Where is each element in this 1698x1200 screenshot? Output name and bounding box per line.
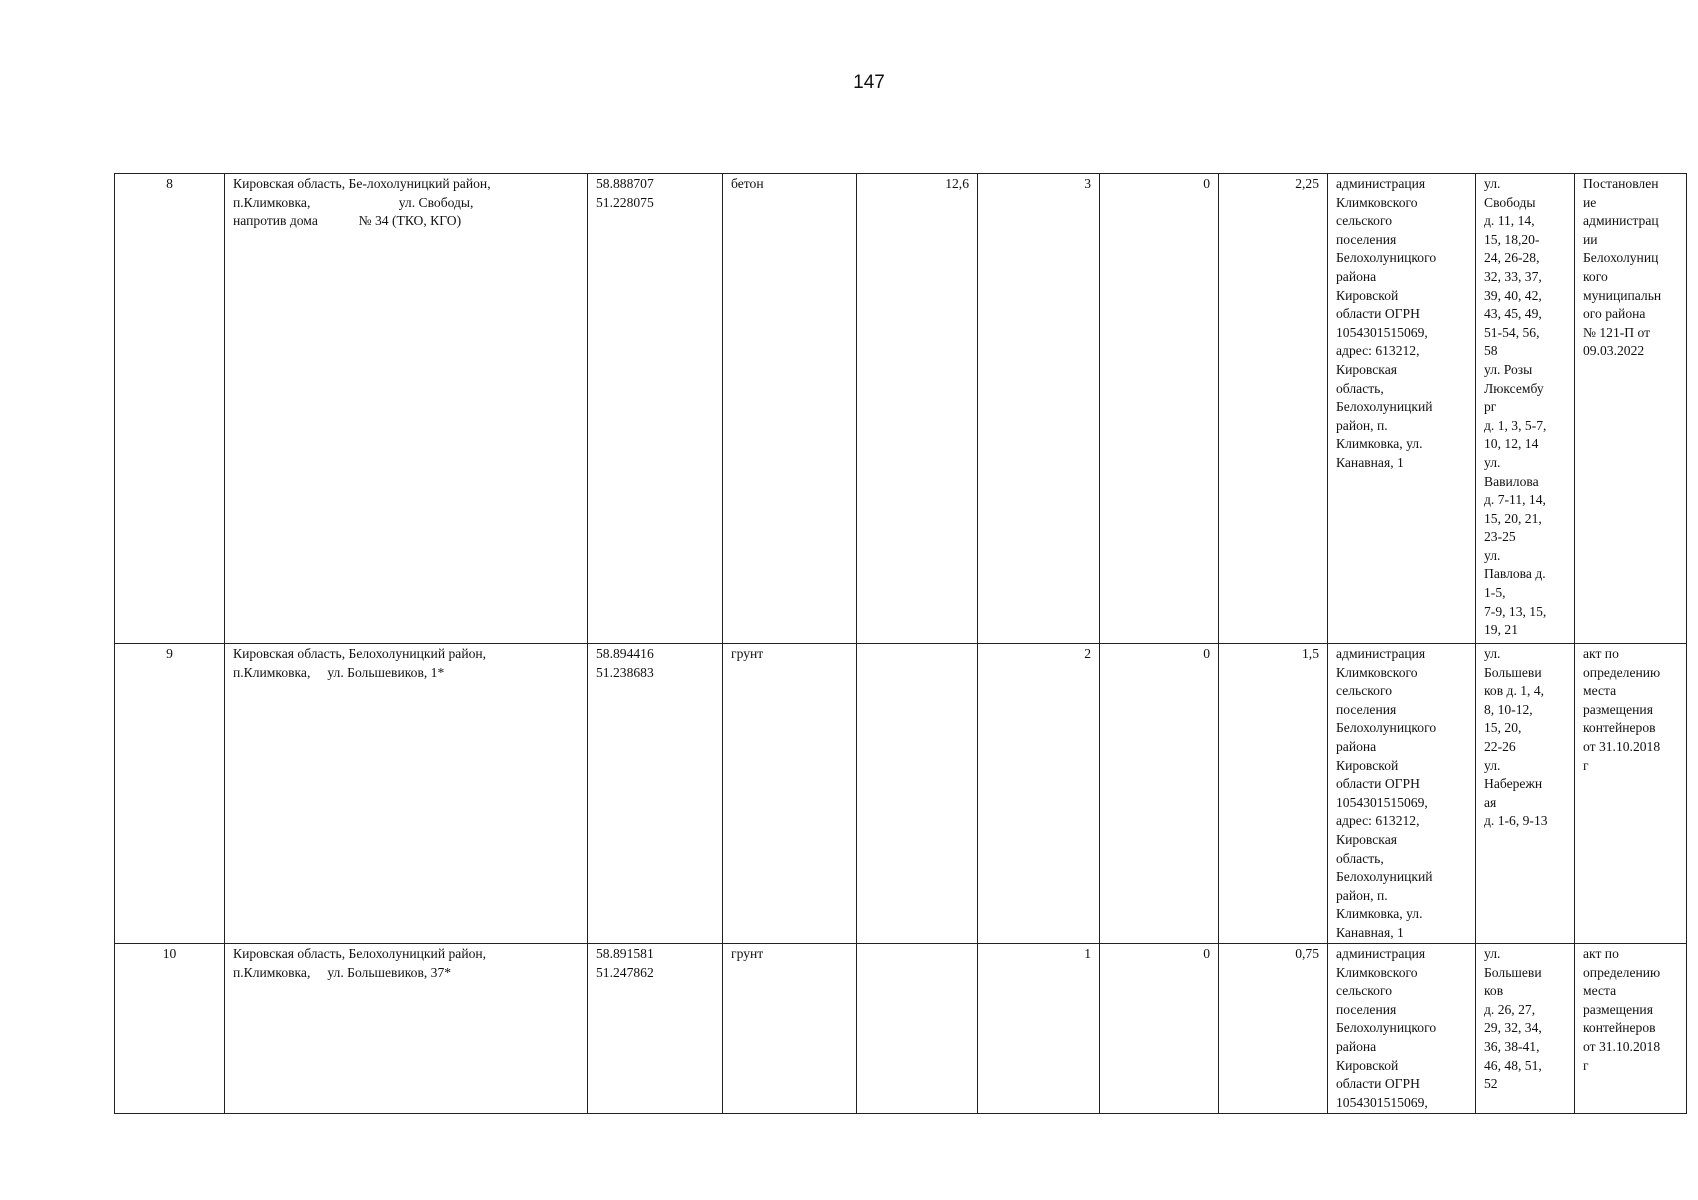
container-count: 1 [978,944,1100,1114]
basis-line: контейнеров [1583,720,1656,736]
site-area: 12,6 [857,174,978,644]
container-count: 3 [978,174,1100,644]
served-line: 36, 38-41, [1484,1038,1540,1054]
basis-line: определению [1583,664,1661,680]
served-line: 22-26 [1484,738,1516,754]
basis-line: 09.03.2022 [1583,343,1645,359]
served-line: 58 [1484,343,1498,359]
longitude: 51.238683 [596,664,654,680]
served-line: 39, 40, 42, [1484,287,1542,303]
served-line: 15, 18,20- [1484,231,1540,247]
served-line: д. 26, 27, [1484,1001,1536,1017]
owner-line: района [1336,1038,1377,1054]
container-volume: 0,75 [1219,944,1328,1114]
address-line: п.Климковка, ул. Большевиков, 1* [233,664,445,680]
owner-line: область, [1336,850,1384,866]
owner-line: сельского [1336,213,1392,229]
longitude: 51.228075 [596,194,654,210]
served-line: 15, 20, 21, [1484,510,1542,526]
served-line: Люксембу [1484,380,1544,396]
address-line: Кировская область, Бе-лохолуницкий район, [233,176,491,191]
surface-type: грунт [723,944,857,1114]
served-addresses [1476,174,1575,644]
basis-line: ии [1583,231,1598,247]
legal-basis [1575,174,1687,644]
latitude: 58.894416 [596,646,654,661]
basis-line: Белохолуниц [1583,250,1659,266]
row-number: 8 [115,174,225,644]
owner-line: 1054301515069, [1336,1094,1428,1110]
owner-line: Канавная, 1 [1336,924,1404,940]
container-volume: 2,25 [1219,174,1328,644]
row-number: 9 [115,644,225,944]
served-line: д. 1-6, 9-13 [1484,813,1548,829]
basis-line: места [1583,683,1617,699]
served-line: ул. [1484,454,1501,470]
served-line: 10, 12, 14 [1484,436,1539,452]
basis-line: акт по [1583,646,1619,661]
longitude: 51.247862 [596,964,654,980]
table-row [115,644,1687,944]
container-sites-table [114,173,1687,1114]
basis-line: акт по [1583,946,1619,961]
served-line: 52 [1484,1076,1498,1092]
owner-line: администрация [1336,646,1426,661]
owner-line: Кировская [1336,831,1397,847]
basis-line: определению [1583,964,1661,980]
served-line: Набережн [1484,776,1543,792]
legal-basis [1575,644,1687,944]
planned-containers: 0 [1100,944,1219,1114]
site-coordinates [588,174,723,644]
owner-line: область, [1336,380,1384,396]
served-line: 46, 48, 51, [1484,1057,1542,1073]
owner-line: сельского [1336,683,1392,699]
owner-line: Белохолуницкого [1336,720,1437,736]
surface-type: грунт [723,644,857,944]
served-line: 29, 32, 34, [1484,1020,1542,1036]
basis-line: размещения [1583,701,1653,717]
site-area [857,944,978,1114]
served-line: Большеви [1484,664,1542,680]
owner-line: Климковского [1336,964,1418,980]
served-line: 7-9, 13, 15, [1484,603,1547,619]
basis-line: контейнеров [1583,1020,1656,1036]
owner-line: области ОГРН [1336,776,1420,792]
basis-line: от 31.10.2018 [1583,738,1661,754]
site-owner [1328,944,1476,1114]
served-line: д. 7-11, 14, [1484,492,1546,508]
owner-line: Белохолуницкий [1336,399,1433,415]
owner-line: район, п. [1336,417,1388,433]
served-line: ул. Розы [1484,361,1533,377]
owner-line: сельского [1336,983,1392,999]
address-line: п.Климковка, ул. Свободы, [233,194,474,210]
site-owner [1328,174,1476,644]
basis-line: Постановлен [1583,176,1659,191]
served-line: 8, 10-12, [1484,701,1533,717]
basis-line: ие [1583,194,1597,210]
basis-line: размещения [1583,1001,1653,1017]
served-line: рг [1484,399,1497,415]
owner-line: области ОГРН [1336,1076,1420,1092]
owner-line: поселения [1336,1001,1397,1017]
served-line: 15, 20, [1484,720,1522,736]
served-line: 51-54, 56, [1484,324,1540,340]
address-line: напротив дома № 34 (ТКО, КГО) [233,213,462,229]
served-line: 24, 26-28, [1484,250,1540,266]
basis-line: муниципальн [1583,287,1662,303]
served-line: ул. [1484,646,1501,661]
owner-line: Климковка, ул. [1336,906,1423,922]
served-line: 43, 45, 49, [1484,306,1542,322]
served-line: ая [1484,794,1497,810]
owner-line: Кировской [1336,1057,1399,1073]
basis-line: г [1583,1057,1589,1073]
owner-line: Канавная, 1 [1336,454,1404,470]
address-line: Кировская область, Белохолуницкий район, [233,646,487,661]
address-line: п.Климковка, ул. Большевиков, 37* [233,964,452,980]
owner-line: адрес: 613212, [1336,343,1420,359]
basis-line: администрац [1583,213,1659,229]
basis-line: кого [1583,268,1608,284]
basis-line: № 121-П от [1583,324,1651,340]
owner-line: Белохолуницкий [1336,869,1433,885]
served-line: Большеви [1484,964,1542,980]
planned-containers: 0 [1100,644,1219,944]
served-line: ков [1484,983,1504,999]
served-addresses [1476,644,1575,944]
owner-line: Кировской [1336,287,1399,303]
basis-line: места [1583,983,1617,999]
served-line: 19, 21 [1484,622,1518,638]
owner-line: Климковского [1336,194,1418,210]
owner-line: Кировской [1336,757,1399,773]
table-row [115,944,1687,1114]
site-address [225,174,588,644]
owner-line: адрес: 613212, [1336,813,1420,829]
table-row [115,174,1687,644]
address-line: Кировская область, Белохолуницкий район, [233,946,487,961]
served-line: ул. [1484,176,1501,191]
site-address [225,644,588,944]
basis-line: г [1583,757,1589,773]
legal-basis [1575,944,1687,1114]
row-number: 10 [115,944,225,1114]
basis-line: ого района [1583,306,1646,322]
site-coordinates [588,644,723,944]
basis-line: от 31.10.2018 [1583,1038,1661,1054]
owner-line: Климковского [1336,664,1418,680]
owner-line: администрация [1336,946,1426,961]
latitude: 58.891581 [596,946,654,961]
owner-line: области ОГРН [1336,306,1420,322]
served-line: Свободы [1484,194,1536,210]
owner-line: 1054301515069, [1336,324,1428,340]
site-owner [1328,644,1476,944]
owner-line: Белохолуницкого [1336,1020,1437,1036]
served-line: 23-25 [1484,529,1516,545]
served-line: Павлова д. [1484,566,1546,582]
owner-line: района [1336,268,1377,284]
served-line: ул. [1484,547,1501,563]
site-area [857,644,978,944]
owner-line: Кировская [1336,361,1397,377]
served-addresses [1476,944,1575,1114]
container-count: 2 [978,644,1100,944]
served-line: 32, 33, 37, [1484,268,1542,284]
page-number: 147 [853,72,885,93]
served-line: д. 11, 14, [1484,213,1535,229]
served-line: д. 1, 3, 5-7, [1484,417,1547,433]
owner-line: района [1336,738,1377,754]
served-line: 1-5, [1484,585,1506,601]
owner-line: поселения [1336,701,1397,717]
site-coordinates [588,944,723,1114]
owner-line: поселения [1336,231,1397,247]
owner-line: администрация [1336,176,1426,191]
served-line: Вавилова [1484,473,1539,489]
owner-line: 1054301515069, [1336,794,1428,810]
site-address [225,944,588,1114]
owner-line: Климковка, ул. [1336,436,1423,452]
served-line: ул. [1484,946,1501,961]
planned-containers: 0 [1100,174,1219,644]
surface-type: бетон [723,174,857,644]
served-line: ул. [1484,757,1501,773]
served-line: ков д. 1, 4, [1484,683,1545,699]
latitude: 58.888707 [596,176,654,191]
owner-line: район, п. [1336,887,1388,903]
container-volume: 1,5 [1219,644,1328,944]
owner-line: Белохолуницкого [1336,250,1437,266]
